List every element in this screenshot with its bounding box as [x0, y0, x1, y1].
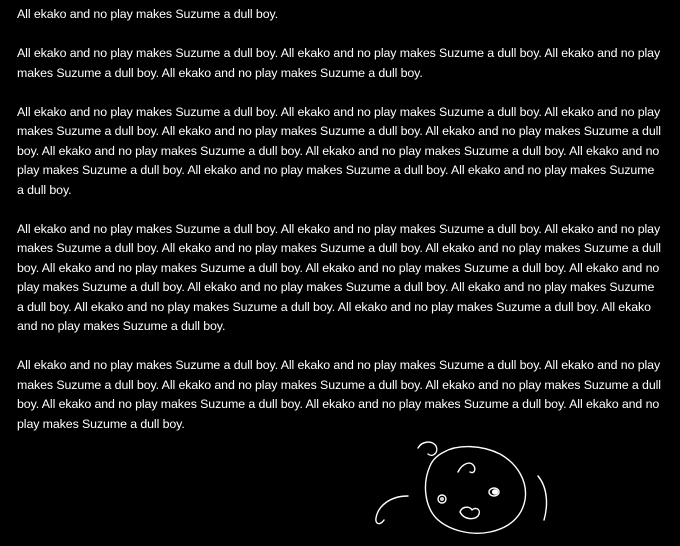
paragraph-3: All ekako and no play makes Suzume a dull boy. All ekako and no play makes Suzume a dull boy. All ekako and no play makes Suzume a dull boy. All ekako and no play makes Suzume a dull boy. All ekako and no play makes Suzume a dull boy. All ekako and no play makes Suzume a dull boy. All ekako and no play makes Suzume a dull boy. All ekako and no play makes Suzume a dull boy. All ekako and no play makes Suzume a dull boy. All ekako and no play makes Suzume a dull boy.	[17, 104, 661, 197]
doodle-hair-curl	[418, 442, 437, 455]
doodle-head	[425, 447, 525, 534]
hand-drawn-face-doodle-icon	[370, 436, 555, 544]
paragraph-5: All ekako and no play makes Suzume a dull boy. All ekako and no play makes Suzume a dull boy. All ekako and no play makes Suzume a dull boy. All ekako and no play makes Suzume a dull boy. All ekako and no play makes Suzume a dull boy. All ekako and no play makes Suzume a dull boy. All ekako and no play makes Suzume a dull boy. All ekako and no play makes Suzume a dull boy.	[17, 358, 661, 431]
doodle-eye-left	[438, 495, 446, 503]
doodle-brow	[458, 463, 475, 472]
paragraph-2: All ekako and no play makes Suzume a dull boy. All ekako and no play makes Suzume a dull boy. All ekako and no play makes Suzume a dull boy. All ekako and no play makes Suzume a dull boy.	[17, 46, 661, 80]
doodle-pupil-right	[493, 490, 498, 494]
text-body	[17, 5, 663, 454]
doodle-pupil-left	[441, 498, 443, 500]
doodle-arm-right	[538, 476, 546, 520]
doodle-arm-left	[376, 496, 408, 524]
doodle-mouth	[460, 507, 479, 518]
paragraph-4: All ekako and no play makes Suzume a dull boy. All ekako and no play makes Suzume a dull boy. All ekako and no play makes Suzume a dull boy. All ekako and no play makes Suzume a dull boy. All ekako and no play makes Suzume a dull boy. All ekako and no play makes Suzume a dull boy. All ekako and no play makes Suzume a dull boy. All ekako and no play makes Suzume a dull boy. All ekako and no play makes Suzume a dull boy. All ekako and no play makes Suzume a dull boy. All ekako and no play makes Suzume a dull boy. All ekako and no play makes Suzume a dull boy. All ekako and no play makes Suzume a dull boy.	[17, 221, 661, 333]
paragraph-1: All ekako and no play makes Suzume a dull boy.	[17, 7, 279, 21]
